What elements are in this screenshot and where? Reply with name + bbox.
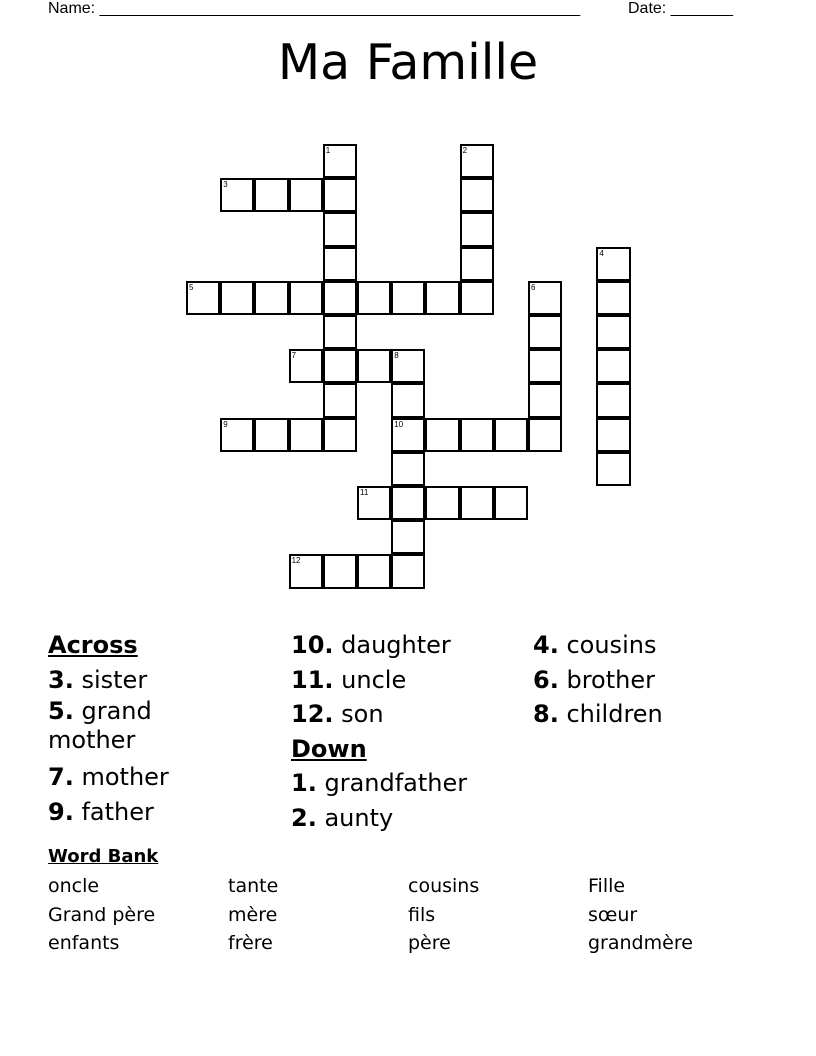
name-field-label: Name: ______________________________________________________ bbox=[48, 0, 581, 17]
word-bank-title: Word Bank bbox=[48, 846, 159, 867]
clue-down-8: 8. children bbox=[533, 700, 663, 728]
clue-down-1: 1. grandfather bbox=[291, 769, 468, 797]
clue-number: 9 bbox=[223, 419, 228, 429]
crossword-cell[interactable] bbox=[254, 418, 288, 452]
crossword-cell[interactable] bbox=[494, 418, 528, 452]
word-bank-word: grandmère bbox=[588, 932, 693, 954]
clue-across-11: 11. uncle bbox=[291, 665, 407, 694]
clue-across-3: 3. sister bbox=[48, 665, 148, 694]
crossword-cell[interactable] bbox=[425, 418, 459, 452]
crossword-cell[interactable] bbox=[254, 178, 288, 212]
crossword-cell[interactable] bbox=[528, 349, 562, 383]
down-heading: Down bbox=[291, 734, 367, 763]
crossword-cell[interactable] bbox=[528, 383, 562, 417]
word-bank-word: mère bbox=[228, 904, 278, 926]
crossword-cell[interactable] bbox=[323, 281, 357, 315]
crossword-cell[interactable] bbox=[323, 247, 357, 281]
crossword-cell[interactable] bbox=[460, 144, 494, 178]
crossword-cell[interactable] bbox=[323, 349, 357, 383]
clue-across-5: 5. grand mother bbox=[48, 697, 152, 754]
crossword-cell[interactable] bbox=[323, 178, 357, 212]
crossword-cell[interactable] bbox=[528, 281, 562, 315]
date-field-label: Date: _______ bbox=[628, 0, 733, 17]
crossword-cell[interactable] bbox=[460, 486, 494, 520]
clue-number: 6 bbox=[531, 282, 536, 292]
crossword-cell[interactable] bbox=[323, 144, 357, 178]
crossword-cell[interactable] bbox=[289, 418, 323, 452]
clue-down-6: 6. brother bbox=[533, 665, 655, 694]
crossword-cell[interactable] bbox=[391, 349, 425, 383]
clue-number: 10 bbox=[394, 419, 404, 429]
crossword-cell[interactable] bbox=[186, 281, 220, 315]
crossword-cell[interactable] bbox=[323, 554, 357, 588]
page-title: Ma Famille bbox=[277, 34, 539, 91]
crossword-cell[interactable] bbox=[220, 178, 254, 212]
crossword-cell[interactable] bbox=[323, 418, 357, 452]
clues-column-1 bbox=[48, 628, 208, 829]
crossword-cell[interactable] bbox=[596, 247, 630, 281]
clue-across-10: 10. daughter bbox=[291, 631, 451, 659]
word-bank-word: Grand père bbox=[48, 904, 156, 926]
crossword-cell[interactable] bbox=[323, 315, 357, 349]
clue-across-7: 7. mother bbox=[48, 763, 169, 791]
crossword-cell[interactable] bbox=[460, 281, 494, 315]
clues-column-2 bbox=[291, 628, 467, 835]
crossword-cell[interactable] bbox=[596, 349, 630, 383]
word-bank-word: cousins bbox=[408, 875, 480, 897]
crossword-cell[interactable] bbox=[596, 452, 630, 486]
crossword-cell[interactable] bbox=[357, 486, 391, 520]
crossword-cell[interactable] bbox=[494, 486, 528, 520]
crossword-cell[interactable] bbox=[391, 383, 425, 417]
crossword-cell[interactable] bbox=[528, 315, 562, 349]
word-bank-word: tante bbox=[228, 875, 279, 897]
crossword-cell[interactable] bbox=[289, 554, 323, 588]
crossword-cell[interactable] bbox=[289, 281, 323, 315]
crossword-cell[interactable] bbox=[596, 418, 630, 452]
clue-number: 11 bbox=[360, 488, 369, 497]
clue-down-2: 2. aunty bbox=[291, 803, 394, 832]
crossword-cell[interactable] bbox=[596, 383, 630, 417]
word-bank-word: sœur bbox=[588, 904, 638, 926]
crossword-cell[interactable] bbox=[323, 212, 357, 246]
across-heading: Across bbox=[48, 631, 138, 659]
crossword-cell[interactable] bbox=[357, 281, 391, 315]
word-bank-word: oncle bbox=[48, 875, 100, 897]
clue-number: 2 bbox=[462, 146, 468, 155]
crossword-cell[interactable] bbox=[460, 247, 494, 281]
crossword-cell[interactable] bbox=[357, 349, 391, 383]
crossword-cell[interactable] bbox=[460, 178, 494, 212]
crossword-cell[interactable] bbox=[254, 281, 288, 315]
clue-number: 1 bbox=[325, 146, 331, 155]
clue-number: 8 bbox=[394, 351, 399, 361]
crossword-cell[interactable] bbox=[357, 554, 391, 588]
word-bank-word: fils bbox=[408, 904, 436, 926]
crossword-cell[interactable] bbox=[391, 452, 425, 486]
crossword-cell[interactable] bbox=[220, 418, 254, 452]
crossword-cell[interactable] bbox=[391, 418, 425, 452]
crossword-cell[interactable] bbox=[391, 520, 425, 554]
crossword-cell[interactable] bbox=[220, 281, 254, 315]
word-bank-word: frère bbox=[228, 932, 273, 954]
crossword-cell[interactable] bbox=[596, 315, 630, 349]
crossword-cell[interactable] bbox=[289, 178, 323, 212]
word-bank-word: père bbox=[408, 932, 451, 954]
crossword-cell[interactable] bbox=[425, 281, 459, 315]
crossword-cell[interactable] bbox=[391, 554, 425, 588]
clue-number: 5 bbox=[189, 282, 194, 292]
clue-number: 12 bbox=[291, 556, 301, 566]
crossword-cell[interactable] bbox=[425, 486, 459, 520]
clue-number: 3 bbox=[223, 180, 228, 190]
word-bank-word: Fille bbox=[588, 875, 626, 897]
crossword-cell[interactable] bbox=[460, 212, 494, 246]
word-bank-word: enfants bbox=[48, 932, 120, 954]
crossword-cell[interactable] bbox=[323, 383, 357, 417]
clues-column-3 bbox=[533, 628, 663, 732]
clue-down-4: 4. cousins bbox=[533, 631, 657, 659]
clue-number: 7 bbox=[291, 351, 297, 361]
clue-number: 4 bbox=[599, 248, 604, 258]
clue-across-9: 9. father bbox=[48, 797, 154, 826]
crossword-cell[interactable] bbox=[391, 281, 425, 315]
crossword-cell[interactable] bbox=[289, 349, 323, 383]
crossword-cell[interactable] bbox=[460, 418, 494, 452]
crossword-cell[interactable] bbox=[596, 281, 630, 315]
clue-across-12: 12. son bbox=[291, 700, 384, 728]
crossword-cell[interactable] bbox=[528, 418, 562, 452]
crossword-cell[interactable] bbox=[391, 486, 425, 520]
